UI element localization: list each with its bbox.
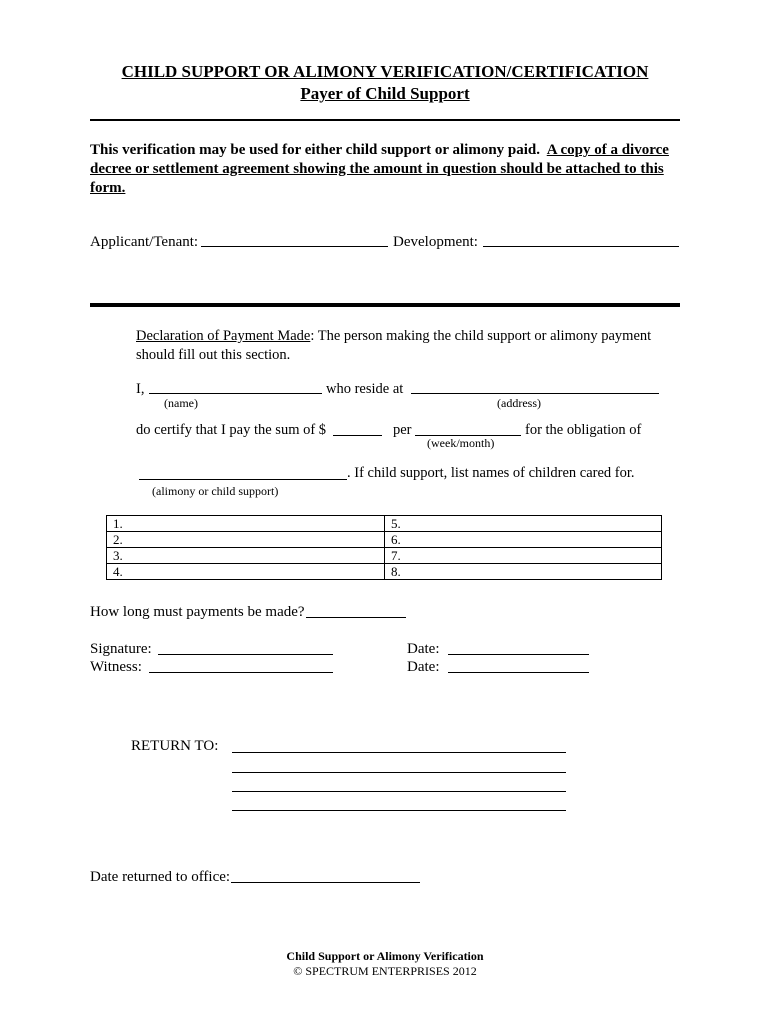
signature-date-field[interactable] [448, 654, 589, 655]
per-label: per [393, 422, 412, 438]
children-label: . If child support, list names of children cared for. [347, 465, 635, 481]
table-row [107, 516, 662, 532]
period-caption: (week/month) [427, 436, 495, 450]
address-caption: (address) [497, 396, 541, 410]
header-divider [90, 119, 680, 121]
declaration-heading: Declaration of Payment Made [136, 328, 311, 344]
address-field[interactable] [411, 393, 659, 394]
date-returned-label: Date returned to office: [90, 869, 231, 885]
return-to-label: RETURN TO: [131, 738, 219, 754]
name-caption: (name) [164, 396, 198, 410]
type-caption: (alimony or child support) [152, 484, 279, 498]
intro-underlined-3: form. [90, 180, 126, 196]
declaration-intro [136, 328, 651, 345]
footer-title: Child Support or Alimony Verification [286, 949, 484, 963]
child-cell-1[interactable]: 1. [107, 516, 385, 532]
intro-plain: This verification may be used for either child support or alimony paid. [90, 142, 541, 158]
support-type-field[interactable] [139, 479, 347, 480]
duration-label: How long must payments be made? [90, 604, 305, 620]
child-cell-6[interactable]: 6. [385, 532, 662, 548]
intro-text [90, 142, 669, 159]
intro-underlined-2: decree or settlement agreement showing the amount in question should be attached to this [90, 161, 664, 177]
return-to-line-2[interactable] [232, 772, 566, 773]
page-subtitle: Payer of Child Support [300, 84, 470, 103]
certify-label: do certify that I pay the sum of $ [136, 422, 327, 438]
section-divider [90, 303, 680, 307]
child-cell-5[interactable]: 5. [385, 516, 662, 532]
table-row [107, 548, 662, 564]
child-cell-2[interactable]: 2. [107, 532, 385, 548]
return-to-line-4[interactable] [232, 810, 566, 811]
date-label-2: Date: [407, 659, 440, 675]
reside-label: who reside at [326, 381, 404, 397]
return-to-line-1[interactable] [232, 752, 566, 753]
return-to-line-3[interactable] [232, 791, 566, 792]
obligation-label: for the obligation of [525, 422, 642, 438]
applicant-label: Applicant/Tenant: [90, 234, 199, 250]
development-field[interactable] [483, 246, 679, 247]
table-row [107, 564, 662, 580]
date-returned-field[interactable] [231, 882, 420, 883]
declaration-heading-rest: : The person making the child support or alimony payment [310, 328, 652, 344]
amount-field[interactable] [333, 435, 382, 436]
page-title: CHILD SUPPORT OR ALIMONY VERIFICATION/CERTIFICATION [121, 62, 649, 81]
name-field[interactable] [149, 393, 322, 394]
applicant-field[interactable] [201, 246, 388, 247]
signature-label: Signature: [90, 641, 152, 657]
child-cell-4[interactable]: 4. [107, 564, 385, 580]
i-label: I, [136, 381, 145, 397]
duration-field[interactable] [306, 617, 406, 618]
child-cell-3[interactable]: 3. [107, 548, 385, 564]
witness-label: Witness: [90, 659, 142, 675]
witness-date-field[interactable] [448, 672, 589, 673]
declaration-line2: should fill out this section. [136, 347, 291, 363]
signature-field[interactable] [158, 654, 333, 655]
child-cell-7[interactable]: 7. [385, 548, 662, 564]
children-table [106, 515, 662, 580]
table-row [107, 532, 662, 548]
intro-underlined-1: A copy of a divorce [546, 142, 669, 158]
date-label-1: Date: [407, 641, 440, 657]
footer-copyright: © SPECTRUM ENTERPRISES 2012 [293, 964, 477, 978]
development-label: Development: [393, 234, 478, 250]
child-cell-8[interactable]: 8. [385, 564, 662, 580]
witness-field[interactable] [149, 672, 333, 673]
